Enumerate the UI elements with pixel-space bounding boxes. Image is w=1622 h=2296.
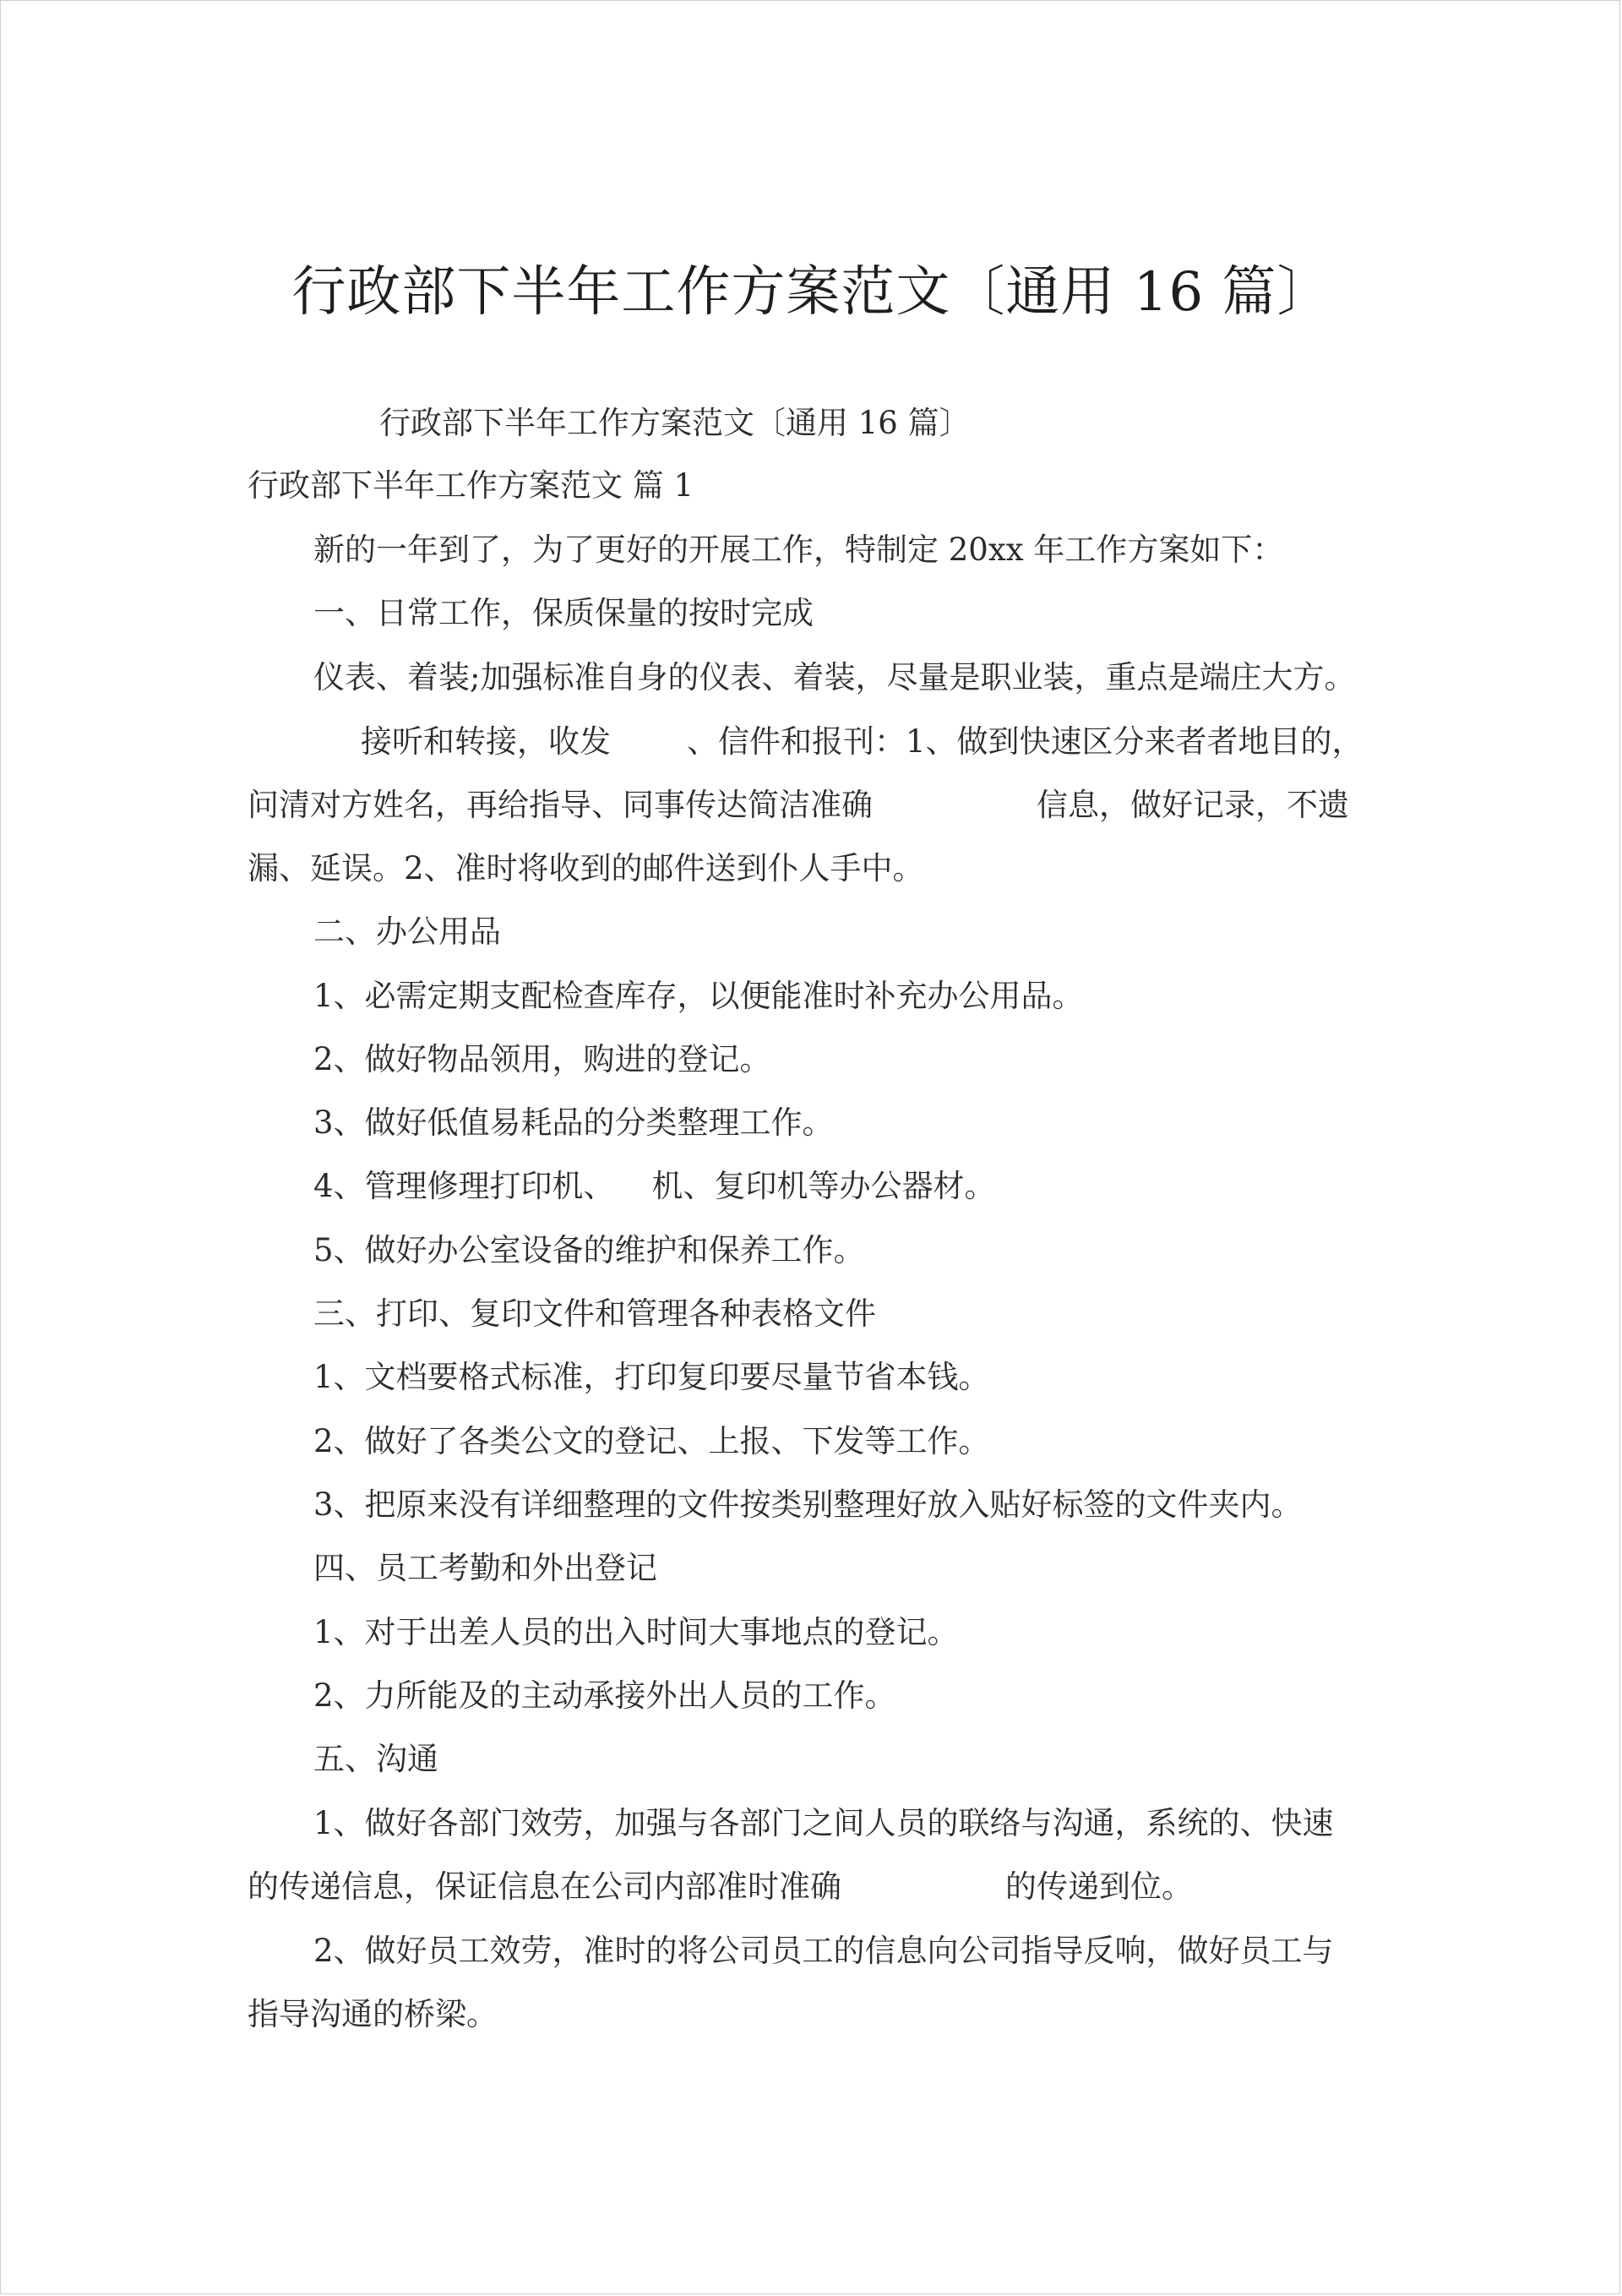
communication-part-b: 的传递信息，保证信息在公司内部准时准确 [248,1868,841,1905]
paragraph-phone-mail-line1 [361,720,1363,764]
communication-part-c: 的传递到位。 [1005,1868,1193,1905]
document-subtitle: 行政部下半年工作方案范文〔通用 16 篇〕 [379,405,971,441]
document-title: 行政部下半年工作方案范文〔通用 16 篇〕 [291,261,1332,324]
phone-mail-part-d: 信息，做好记录，不遗 [1037,787,1349,823]
list-item [313,1164,996,1208]
list-item: 1、对于出差人员的出入时间大事地点的登记。 [313,1614,959,1650]
paragraph-phone-mail-line2 [248,783,1349,827]
paragraph-communication-2-line2: 指导沟通的桥梁。 [248,1996,498,2032]
section-heading: 行政部下半年工作方案范文 篇 1 [248,467,694,504]
heading-office-supplies: 二、办公用品 [313,913,501,950]
list-item: 2、力所能及的主动承接外出人员的工作。 [313,1677,896,1714]
list-item: 1、文档要格式标准，打印复印要尽量节省本钱。 [313,1359,990,1395]
heading-communication: 五、沟通 [313,1741,438,1777]
paragraph-appearance: 仪表、着装;加强标准自身的仪表、着装，尽量是职业装，重点是端庄大方。 [313,659,1356,695]
phone-mail-part-b: 、信件和报刊：1、做到快速区分来者者地目的， [687,723,1363,760]
list-item: 2、做好物品领用，购进的登记。 [313,1041,771,1077]
list-item: 2、做好了各类公文的登记、上报、下发等工作。 [313,1423,990,1459]
list-item: 5、做好办公室设备的维护和保养工作。 [313,1232,865,1268]
paragraph-communication-2-line1: 2、做好员工效劳，准时的将公司员工的信息向公司指导反响，做好员工与 [313,1933,1334,1969]
phone-mail-part-a: 接听和转接，收发 [361,723,611,760]
heading-daily-work: 一、日常工作，保质保量的按时完成 [313,595,814,631]
list-item: 3、做好低值易耗品的分类整理工作。 [313,1104,834,1141]
heading-attendance: 四、员工考勤和外出登记 [313,1550,657,1586]
heading-printing: 三、打印、复印文件和管理各种表格文件 [313,1295,876,1332]
paragraph-communication-1-line2 [248,1865,1193,1909]
paragraph-communication-1-line1: 1、做好各部门效劳，加强与各部门之间人员的联络与沟通，系统的、快速 [313,1805,1334,1841]
list-item: 1、必需定期支配检查库存，以便能准时补充办公用品。 [313,978,1084,1014]
list-item-part-b: 机、复印机等办公器材。 [651,1168,996,1204]
paragraph-phone-mail-line3: 漏、延误。2、准时将收到的邮件送到仆人手中。 [248,850,924,886]
list-item: 3、把原来没有详细整理的文件按类别整理好放入贴好标签的文件夹内。 [313,1486,1303,1523]
list-item-part-a: 4、管理修理打印机、 [313,1168,615,1204]
phone-mail-part-c: 问清对方姓名，再给指导、同事传达简洁准确 [248,787,873,823]
intro-paragraph: 新的一年到了，为了更好的开展工作，特制定 20xx 年工作方案如下： [313,532,1284,568]
